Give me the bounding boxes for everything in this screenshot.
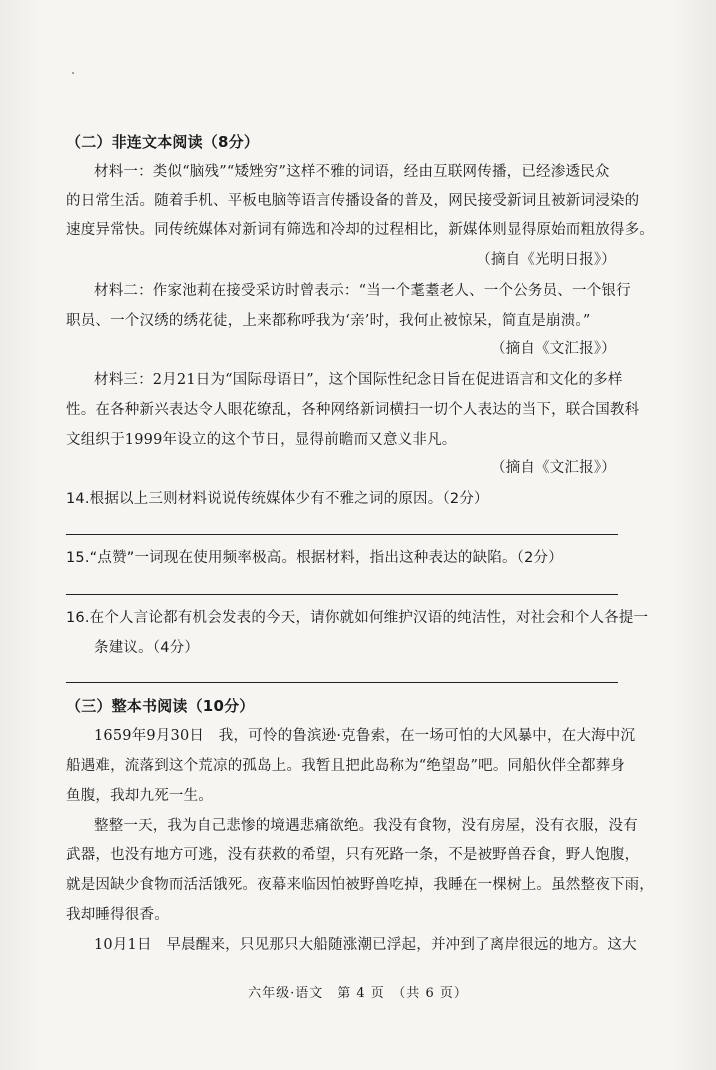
passage-p3-line-1: 10月1日 早晨醒来，只见那只大船随涨潮已浮起，并冲到了离岸很远的地方。这大: [94, 937, 637, 953]
passage-p2-line-4: 我却睡得很香。: [66, 907, 169, 923]
question-16-line-2: 条建议。（4分）: [94, 640, 200, 656]
question-14: 14.根据以上三则材料说说传统媒体少有不雅之词的原因。（2分）: [66, 491, 489, 507]
passage-p2-line-3: 就是因缺少食物而活活饿死。夜幕来临因怕被野兽吃掉，我睡在一棵树上。虽然整夜下雨，: [66, 877, 654, 893]
material-3-line-1: 材料三：2月21日为“国际母语日”，这个国际性纪念日旨在促进语言和文化的多样: [94, 372, 623, 388]
page-footer: 六年级·语文 第 4 页 （共 6 页）: [248, 986, 468, 1001]
passage-p1-line-2: 船遇难，流落到这个荒凉的孤岛上。我暂且把此岛称为“绝望岛”吧。同船伙伴全都葬身: [66, 758, 626, 774]
question-15: 15.“点赞”一词现在使用频率极高。根据材料，指出这种表达的缺陷。（2分）: [66, 550, 563, 566]
section-heading-whole-book-reading: （三）整本书阅读（10分）: [66, 697, 255, 715]
material-3-line-3: 文组织于1999年设立的这个节日，显得前瞻而又意义非凡。: [66, 432, 457, 448]
material-2-line-1: 材料二：作家池莉在接受采访时曾表示：“当一个耄耋老人、一个公务员、一个银行: [94, 283, 631, 299]
material-1-line-1: 材料一：类似“脑残”“矮矬穷”这样不雅的词语，经由互联网传播，已经渗透民众: [94, 164, 610, 180]
answer-line-15[interactable]: [66, 594, 618, 595]
material-2-source: （摘自《文汇报》）: [490, 341, 616, 357]
material-3-source: （摘自《文汇报》）: [490, 460, 616, 476]
answer-line-14[interactable]: [66, 534, 618, 535]
passage-p2-line-1: 整整一天，我为自己悲惨的境遇悲痛欲绝。我没有食物，没有房屋，没有衣服，没有: [94, 818, 638, 834]
material-3-line-2: 性。在各种新兴表达令人眼花缭乱，各种网络新词横扫一切个人表达的当下，联合国教科: [66, 402, 640, 418]
material-1-line-2: 的日常生活。随着手机、平板电脑等语言传播设备的普及，网民接受新词且被新词浸染的: [66, 193, 640, 209]
material-2-line-2: 职员、一个汉绣的绣花徒，上来都称呼我为‘亲’时，我何止被惊呆，简直是崩溃。”: [66, 313, 591, 329]
section-heading-nonlinear-reading: （二）非连文本阅读（8分）: [66, 133, 260, 151]
passage-p1-line-1: 1659年9月30日 我，可怜的鲁滨逊·克鲁索，在一场可怕的大风暴中，在大海中沉: [94, 728, 636, 744]
passage-p2-line-2: 武器，也没有地方可逃，没有获救的希望，只有死路一条，不是被野兽吞食，野人饱腹，: [66, 847, 640, 863]
material-1-source: （摘自《光明日报》）: [476, 252, 616, 268]
scan-speck: [72, 72, 74, 74]
question-16-line-1: 16.在个人言论都有机会发表的今天，请你就如何维护汉语的纯洁性，对社会和个人各提一: [66, 610, 649, 626]
material-1-line-3: 速度异常快。同传统媒体对新词有筛选和冷却的过程相比，新媒体则显得原始而粗放得多。: [66, 222, 654, 238]
passage-p1-line-3: 鱼腹，我却九死一生。: [66, 788, 213, 804]
answer-line-16[interactable]: [66, 682, 618, 683]
